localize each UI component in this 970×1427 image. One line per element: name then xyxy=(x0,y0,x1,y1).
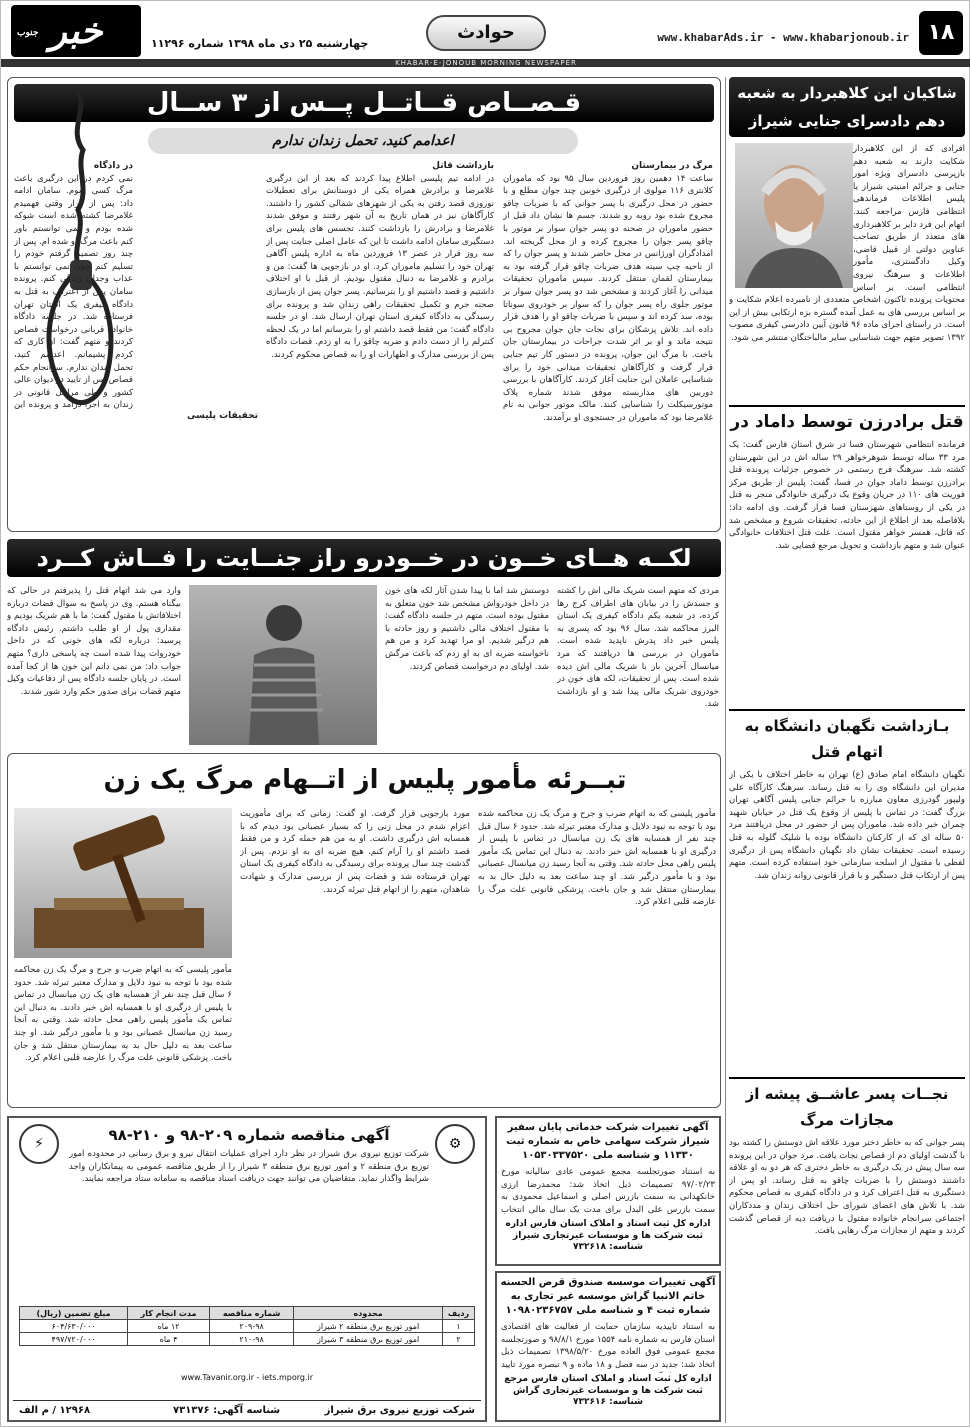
second-col2: دوستش شد اما با پیدا شدن آثار لکه های خون در داخل خودرواش مشخص شد خون متعلق به مقتول بوده است. متهم در جلسه دادگاه گفت: با مقتول اختلاف مالی داشتیم و روز حادثه با هم درگیر شدیم. او مرا تهدید کرد و من هم ناخواسته ضربه ای به او زدم که باعث مرگش شد. اولیای دم درخواست قصاص کردند. xyxy=(385,586,549,672)
cell: امور توزیع برق منطقه ۲ شیراز xyxy=(294,1320,443,1333)
company-change-footer: اداره کل ثبت اسناد و املاک استان فارس اداره ثبت شرکت ها و موسسات غیرتجاری شیراز xyxy=(505,1219,711,1241)
page-number: ۱۸ xyxy=(919,11,963,55)
tender-ad-title: آگهی مناقصه شماره ۲۰۹-۹۸ و ۲۱۰-۹۸ xyxy=(108,1126,390,1144)
company-change-ad xyxy=(495,1116,721,1266)
story2-title: قتل برادرزن توسط داماد در xyxy=(729,405,965,435)
main-sub1: مرگ در بیمارستان xyxy=(631,161,713,171)
tender-table xyxy=(19,1306,475,1346)
cell: ۲ xyxy=(442,1333,474,1346)
th-duration: مدت انجام کار xyxy=(128,1307,210,1320)
company-change-title: آگهی تغییرات شرکت خدماتی پایان سفیر شیراز شرکت سهامی خاص به شماره ثبت ۱۱۳۳۰ و شناسه ملی ۱۰۵۳۰۳۳۷۵۲۰ xyxy=(506,1122,710,1161)
company-change-text: به استناد صورتجلسه مجمع عمومی عادی سالیانه مورخ ۹۷/۰۲/۲۳ تصمیمات ذیل اتخاذ شد: محمدرضا ارزی خانکهدانی به سمت بازرس اصلی و اسماعیل محمودی به سمت بازرس علی البدل برای مدت یک سال مالی انتخاب xyxy=(501,1167,715,1215)
th-area: محدوده xyxy=(294,1307,443,1320)
website-line[interactable]: www.khabarAds.ir - www.khabarjonoub.ir xyxy=(657,31,909,44)
main-sub2: تحقیقات پلیسی xyxy=(186,411,258,421)
cell: ۱ xyxy=(442,1320,474,1333)
main-story xyxy=(7,77,721,532)
cell: ۴۹۷/۷۲۰/۰۰۰ xyxy=(20,1333,128,1346)
main-story-subtitle: اعدامم کنید، تحمل زندان ندارم xyxy=(148,128,578,154)
tender-table-grid xyxy=(19,1306,475,1346)
masthead-strip: KHABAR-E-JONOUB MORNING NEWSPAPER xyxy=(1,59,970,67)
main-col1-text: ساعت ۱۴ دهمین روز فروردین سال ۹۵ بود که ماموران کلانتری ۱۱۶ مولوی از درگیری خونین چند جوان مطلع و با حضور در محل درگیری با پسر جوانی که با ضربات چاقو مجروح شده بود روبه رو شدند. جسم ها نشان داد قبل از حضور ماموران در صحنه دو پسر جوان سوار بر موتور با چاقو پسر جوان را مجروح کرده و از محل گریخته اند. امدادگران اورژانس در محل حاضر شدند و پسر جوان را که از ناحیه چپ سینه هدف ضربات چاقو قرار گرفته بود به بیمارستان لقمان منتقل کردند. سپس ماموران تحقیقات میدانی را آغاز کردند و مشخص شد دو پسر جوان سوار بر موتور جلوی راه پسر جوان را که سوار بر خودروی سوناتا بوده، سد کرده اند و سپس با ضربات چاقو او را هدف قرار داده اند. تلاش پزشکان برای نجات جان جوان مجروح بی نتیجه ماند و او بر اثر شدت جراحات در بیمارستان جان باخت. با مرگ این جوان، پرونده در دستور کار تیم جنایی قرار گرفت و کارآگاهان تحقیقات میدانی خود را برای شناسایی عاملان این جنایت آغاز کردند. کارآگاهان با بررسی دوربین های مداربسته موفق شدند شماره پلاک موتورسیکلت را شناسایی کنند. مالک موتور جوانی به نام غلامرضا بود که ماموران در جستجوی او برآمدند. xyxy=(503,173,713,423)
second-col1: مردی که متهم است شریک مالی اش را کشته و جسدش را در بیابان های اطراف کرج رها کرده، در شعبه یکم دادگاه کیفری یک استان البرز محاکمه شد. سال ۹۶ بود که پسری به پلیس خبر داد پدرش ناپدید شده است. ماموران در بررسی ها دریافتند که مرد میانسال آخرین بار با شریک مالی اش دیده شده است. پس از تحقیقات، لکه های خون در خودروی شریک مالی پیدا شد و او بازداشت شد. xyxy=(557,586,719,710)
story1-title: شاکیان این کلاهبردار به شعبه دهم دادسرای جنایی شیراز xyxy=(729,77,965,137)
cell: ۲۰۹-۹۸ xyxy=(209,1320,293,1333)
third-col2: مورد بازجویی قرار گرفت. او گفت: زمانی که برای مأموریت اعزام شدم در محل زنی را که بسیار عصبانی بود دیدم که با همسایه اش درگیری داشت. او به من هم حمله کرد و من فقط قصد داشتم او را آرام کنم. هیچ ضربه ای به او نزدم. پس از گذشت چند سال پرونده برای رسیدگی به دادگاه کیفری یک استان تهران فرستاده شد و قضات پس از بررسی مدارک و شهادت شاهدان، متهم را از اتهام قتل تبرئه کردند. xyxy=(240,809,470,895)
cell: ۲۱۰-۹۸ xyxy=(209,1333,293,1346)
main-col2-text: در ادامه تیم پلیسی اطلاع پیدا کردند که بعد از این درگیری غلامرضا و برادرش همراه یکی از دوستانش برای تعطیلات نوروزی قصد رفتن به یکی از شهرهای شمالی کشور را داشتند. کارآگاهان نیز در همان تاریخ به آن شهر رفتند و موفق شدند غلامرضا و برادرش را بازداشت کنند. تجسس های پلیس برای دستگیری سامان ادامه داشت تا این که عامل اصلی جنایت پس از سه روز فرار در عصر ۱۳ فروردین ماه به اداره پلیس آگاهی تهران خود را تسلیم ماموران کرد. او در بازجویی ها گفت: من و برادرم و غلامرضا به دنبال مقتول بودیم. از قبل با او اختلاف داشتیم و قصد داشتیم او را بترسانیم. پسر جوان پس از بازسازی صحنه جرم و تکمیل تحقیقات راهی زندان شد و پرونده برای رسیدگی به دادگاه کیفری استان تهران ارسال شد. او در جلسه دادگاه گفت: من فقط قصد داشتم او را بترسانم اما در یک لحظه کنترلم را از دست دادم و ضربه چاقو را به او زدم. قضات دادگاه پس از بررسی مدارک و اظهارات او را به قصاص محکوم کردند. xyxy=(266,173,494,360)
cell: امور توزیع برق منطقه ۳ شیراز xyxy=(294,1333,443,1346)
third-col1: مأمور پلیسی که به اتهام ضرب و جرح و مرگ یک زن محاکمه شده بود با توجه به نبود دلایل و مدارک معتبر تبرئه شد. حدود ۶ سال قبل چند نفر از همسایه های یک زن میانسال در تماس با پلیس از درگیری او با همسایه اش خبر دادند. به دنبال این تماس یک مأمور پلیس راهی محل حادثه شد. وقتی به آنجا رسید زن میانسال عصبانی بود و با مأمور درگیر شد. او چند ساعت بعد به دلیل حال بد به بیمارستان منتقل شد و جان باخت. پزشکی قانونی علت مرگ را عارضه قلبی اعلام کرد. xyxy=(478,809,716,908)
third-story xyxy=(7,753,721,1108)
story2-text: فرمانده انتظامی شهرستان فسا در شرق استان فارس گفت: یک مرد ۳۳ ساله توسط شوهرخواهر ۲۹ ساله اش در این شهرستان کشته شد. سرهنگ فرج رستمی در خصوص جزئیات پرونده قتل برادرزن توسط داماد جوان در فسا، گفت: پلیس از طریق مرکز فوریت های ۱۱۰ در جریان وقوع یک درگیری خانوادگی منجر به قتل در یکی از روستاهای شهرستان فسا قرار گرفت. وی ادامه داد: بلافاصله بعد از اطلاع از این حادثه، تحقیقات شروع و مشخص شد که قاتل، همسر خواهر مقتول است. علت قتل اختلافات خانوادگی عنوان شد و متهم بازداشت و تحویل مرجع قضایی شد. xyxy=(729,440,965,551)
th-guarantee: مبلغ تضمین (ریال) xyxy=(20,1307,128,1320)
main-col3-text: نمی کردم در این درگیری باعث مرگ کسی شوم. سامان ادامه داد: پس از فرار وقتی فهمیدم غلامرضا کشته شده است شوکه شده بودم و نمی توانستم باور کنم باعث مرگ او شده ام. پس از چند روز تصمیم گرفتم خودم را تسلیم کنم چون نمی توانستم با عذاب وجدان زندگی کنم. پرونده سامان پس از اعتراف به قتل به دادگاه کیفری یک استان تهران فرستاده شد. در جلسه دادگاه خانواده قربانی درخواست قصاص کردند و متهم گفت: از کاری که کردم پشیمانم. اعدامم کنید، تحمل زندان ندارم. سرانجام حکم قصاص پس از تایید در دیوان عالی کشور و طی مراحل قانونی در زندان به اجرا درآمد و پرونده این xyxy=(14,173,133,410)
tavanir-logo-icon: ⚡ xyxy=(19,1124,59,1164)
table-row xyxy=(20,1333,475,1346)
cell: ۱۲ ماه xyxy=(128,1320,210,1333)
second-col3: وارد می شد اتهام قتل را پذیرفتم در حالی که بیگناه هستم. وی در پاسخ به سوال قضات درباره اختلافاتش با مقتول گفت: ما با هم شریک بودیم و مقداری پول از او طلب داشتم. رئیس دادگاه پرسید: درباره لکه های خونی که در داخل خودروات پیدا شده است چه پاسخی داری؟ متهم جواب داد: من نمی دانم این خون ها از کجا آمده است. در پایان جلسه دادگاه پس از دفاعیات وکیل متهم قضات برای صدور حکم وارد شور شدند. xyxy=(7,586,181,697)
main-story-col3 xyxy=(14,160,258,528)
fund-change-footer: اداره کل ثبت اسناد و املاک استان فارس مرجع ثبت شرکت ها و موسسات غیرتجاری گراش xyxy=(504,1374,712,1396)
story4-title: نجــات پسر عاشــق پیشه از مجازات مرگ xyxy=(729,1077,965,1133)
main-sub3: بازداشت قاتل xyxy=(432,161,494,171)
fund-change-ad xyxy=(495,1271,721,1422)
story4-text: پسر جوانی که به خاطر دختر مورد علاقه اش دوستش را کشته بود با گذشت اولیای دم از قصاص نجات یافت. مرد جوان در این پرونده سه سال پیش در یک درگیری به خاطر دختری که هر دو به او علاقه داشتند دوستش را با ضربات چاقو به قتل رساند. او پس از دستگیری به قتل اعتراف کرد و در دادگاه کیفری به قصاص محکوم شد. با تلاش های اعضای شورای حل اختلاف زندان و مددکاران اجتماعی سرانجام خانواده مقتول با دریافت دیه از قصاص گذشت کردند و متهم از مجازات مرگ رهایی یافت. xyxy=(729,1138,965,1237)
gavel-photo xyxy=(14,808,232,958)
fund-change-code: شناسه: ۷۳۲۶۱۶ xyxy=(573,1397,643,1407)
company-change-code: شناسه: ۷۳۲۶۱۸ xyxy=(573,1242,643,1252)
story3-text: نگهبان دانشگاه امام صادق (ع) تهران به خاطر اختلاف با یکی از مدیران این دانشگاه وی را به قتل رساند. سرهنگ کارآگاه علی ولیپور گودرزی معاون مبارزه با جرائم جنایی پلیس آگاهی تهران بزرگ گفت: در تماس با پلیس از وقوع یک قتل در خیابان شهید چمران خبر داده شد. ماموران پس از حضور در محل دریافتند مرد ۵۰ ساله ای که از کارکنان دانشگاه بوده با شلیک گلوله به قتل رسیده است. تحقیقات نشان داد نگهبان دانشگاه پس از درگیری لفظی با مقتول از اسلحه سازمانی خود استفاده کرده است. متهم پس از ارتکاب قتل دستگیر و با قرار قانونی روانه زندان شد. xyxy=(729,770,965,881)
tender-code: ۱۲۹۶۸ / م الف xyxy=(19,1405,91,1416)
right-column xyxy=(729,77,965,1423)
tender-id: شناسه آگهی: ۷۳۱۳۷۶ xyxy=(173,1405,281,1416)
story3-title: بـازداشت نگهبان دانشگاه به اتهام قتل xyxy=(729,709,965,765)
logo-text: خبر xyxy=(49,10,103,52)
fund-change-title: آگهی تغییرات موسسه صندوق قرض الحسنه خاتم الانبیا گراش موسسه غیر تجاری به شماره ثبت ۴ و شناسه ملی ۱۰۹۸۰۲۳۶۷۵۷ xyxy=(500,1277,716,1316)
main-story-title: قـصــاص قــاتــل پــس از ۳ ســال xyxy=(14,84,714,122)
th-row: ردیف xyxy=(442,1307,474,1320)
column-divider xyxy=(725,77,726,1423)
cell: ۴ ماه xyxy=(128,1333,210,1346)
company-logo-icon: ⚙ xyxy=(435,1124,475,1164)
gavel-icon xyxy=(14,808,232,958)
section-label: حوادث xyxy=(426,15,546,51)
table-row xyxy=(20,1320,475,1333)
tender-website[interactable]: www.Tavanir.org.ir - iets.mporg.ir xyxy=(180,1373,314,1382)
tender-footer xyxy=(13,1400,481,1420)
photo-spacer xyxy=(729,143,853,291)
tender-org: شرکت توزیع نیروی برق شیراز xyxy=(324,1405,475,1416)
fund-change-text: به استناد تاییدیه سازمان حمایت از فعالیت های اقتصادی استان فارس به شماره نامه ۱۵۵۴ مورخ ۹۸/۸/۱ و صورتجلسه مجمع عمومی فوق العاده مورخ ۱۳۹۸/۵/۲۰ تصمیمات ذیل اتخاذ شد: جدید در سه فصل و ۱۸ ماده و ۹ تبصره مورد تایید xyxy=(501,1322,716,1370)
cell: ۶۰۴/۶۳۰/۰۰۰ xyxy=(20,1320,128,1333)
th-number: شماره مناقصه xyxy=(209,1307,293,1320)
defendant-photo xyxy=(189,585,377,745)
third-col3: مأمور پلیسی که به اتهام ضرب و جرح و مرگ یک زن محاکمه شده بود با توجه به نبود دلایل و مدارک معتبر تبرئه شد. حدود ۶ سال قبل چند نفر از همسایه های یک زن میانسال در تماس با پلیس از درگیری او با همسایه اش خبر دادند. به دنبال این تماس یک مأمور پلیس راهی محل حادثه شد. وقتی به آنجا رسید زن میانسال عصبانی بود و با مأمور درگیر شد. او چند ساعت بعد به دلیل حال بد به بیمارستان منتقل شد و جان باخت. پزشکی قانونی علت مرگ را عارضه قلبی اعلام کرد. xyxy=(14,965,232,1064)
tender-ad xyxy=(7,1116,487,1422)
second-story-title: لکــه هــای خــون در خــودرو راز جنــایت را فــاش کــرد xyxy=(7,539,721,577)
second-story xyxy=(7,539,721,747)
tender-ad-text: شرکت توزیع نیروی برق شیراز در نظر دارد اجرای عملیات انتقال نیرو و برق رسانی در محدوده امور توزیع برق منطقه ۲ و امور توزیع برق منطقه ۳ شیراز را از طریق مناقصه عمومی به پیمانکاران واجد شرایط واگذار نماید. متقاضیان می توانند جهت دریافت اسناد مناقصه به سامانه ستاد مراجعه نمایند. xyxy=(69,1149,429,1185)
main-sub4: در دادگاه xyxy=(93,161,133,171)
third-story-title: تبــرئه مأمور پلیس از اتــهام مرگ یک زن xyxy=(103,765,627,795)
logo-small: جنوب xyxy=(17,28,39,38)
story1-text-content: افرادی که از این کلاهبردار شکایت دارند به شعبه دهم بازپرسی دادسرای ویژه امور جنایی و جرائم امنیتی شیراز یا پلیس اطلاعات فرماندهی انتظامی فارس مراجعه کنند. اتهام این فرد دایر بر کلاهبرداری های متعدد از طریق تصاحب عناوین دولتی از قبیل قاضی، وکیل دادگستری، مأمور اطلاعات و سرهنگ نیروی انتظامی است. بر اساس محتویات پرونده تاکنون اشخاص متعددی از نامبرده اعلام شکایت و بر اساس بررسی های به عمل آمده گستره بزه ارتکابی بیش از این است. در راستای اجرای ماده ۹۶ قانون آیین دادرسی کیفری مصوب ۱۳۹۲ تصویر متهم جهت شناسایی سایر مالباختگان منتشر می شود. xyxy=(729,144,965,343)
page-header xyxy=(1,1,970,65)
date-issue-line: چهارشنبه ۲۵ دی ماه ۱۳۹۸ شماره ۱۱۲۹۶ xyxy=(151,37,369,50)
newspaper-logo xyxy=(11,5,141,57)
defendant-figure-icon xyxy=(189,585,377,745)
main-story-col1 xyxy=(503,160,713,528)
main-story-col2 xyxy=(266,160,494,528)
